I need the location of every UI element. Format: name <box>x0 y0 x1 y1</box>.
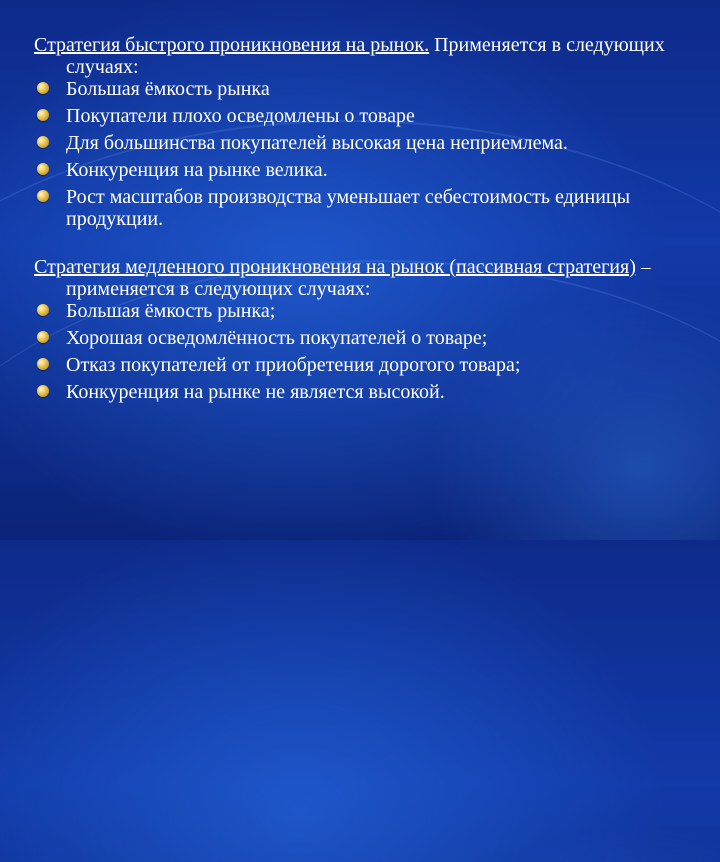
list-item <box>34 300 694 322</box>
gold-sphere-bullet-icon <box>37 163 49 175</box>
list-item <box>34 78 694 100</box>
section-heading-title: Стратегия быстрого проникновения на рынок. <box>34 34 430 56</box>
list-item-text: Большая ёмкость рынка; <box>66 300 276 322</box>
list-item-text: Конкуренция на рынке не является высокой. <box>66 381 445 403</box>
list-item-text: Хорошая осведомлённость покупателей о товаре; <box>66 327 488 349</box>
gold-sphere-bullet-icon <box>37 136 49 148</box>
list-item-text: Рост масштабов производства уменьшает себестоимость единицы продукции. <box>66 186 631 230</box>
slide-content <box>34 34 694 429</box>
list-item <box>34 105 694 127</box>
gold-sphere-bullet-icon <box>37 190 49 202</box>
gold-sphere-bullet-icon <box>37 304 49 316</box>
gold-sphere-bullet-icon <box>37 109 49 121</box>
bullet-list <box>34 300 694 403</box>
list-item <box>34 381 694 403</box>
section-fast-penetration <box>34 34 694 230</box>
gold-sphere-bullet-icon <box>37 82 49 94</box>
section-heading-rest: – применяется в следующих случаях: <box>66 256 651 300</box>
list-item <box>34 159 694 181</box>
bullet-list <box>34 78 694 230</box>
gold-sphere-bullet-icon <box>37 385 49 397</box>
list-item <box>34 354 694 376</box>
list-item-text: Покупатели плохо осведомлены о товаре <box>66 105 415 127</box>
list-item-text: Конкуренция на рынке велика. <box>66 159 328 181</box>
gold-sphere-bullet-icon <box>37 331 49 343</box>
section-heading <box>34 34 694 78</box>
list-item <box>34 132 694 154</box>
list-item-text: Большая ёмкость рынка <box>66 78 270 100</box>
list-item <box>34 186 694 230</box>
list-item-text: Отказ покупателей от приобретения дорогого товара; <box>66 354 521 376</box>
section-heading <box>34 256 694 300</box>
section-heading-title: Стратегия медленного проникновения на рынок (пассивная стратегия) <box>34 256 636 278</box>
gold-sphere-bullet-icon <box>37 358 49 370</box>
list-item-text: Для большинства покупателей высокая цена неприемлема. <box>66 132 568 154</box>
section-slow-penetration <box>34 256 694 403</box>
list-item <box>34 327 694 349</box>
section-heading-rest: Применяется в следующих случаях: <box>66 34 665 78</box>
